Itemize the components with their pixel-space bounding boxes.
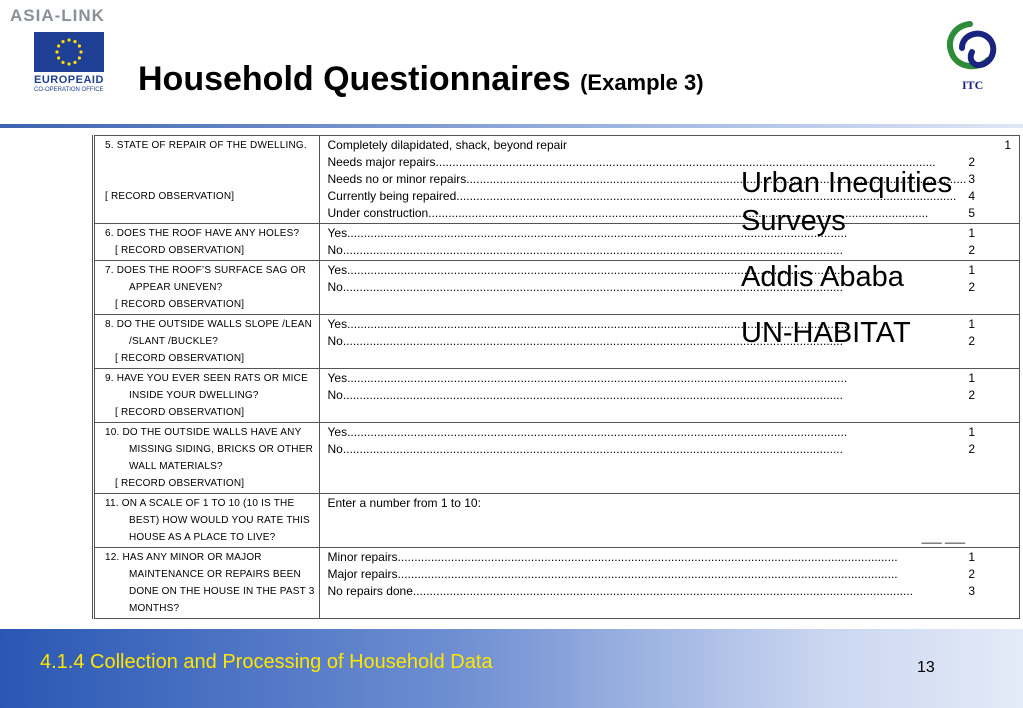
answer-label: Under construction — [327, 206, 429, 220]
answer-code: 1 — [968, 550, 976, 564]
dot-leader — [413, 583, 966, 600]
question-text: [ RECORD OBSERVATION] — [115, 407, 245, 418]
answer-code: 2 — [968, 442, 976, 456]
answer-code: 3 — [968, 584, 976, 598]
answer-code: 5 — [968, 206, 976, 220]
table-row — [94, 369, 1020, 423]
itc-logo — [940, 18, 1010, 98]
question-text — [105, 171, 315, 188]
itc-swirl-icon — [940, 18, 1010, 78]
question-text: 9. HAVE YOU EVER SEEN RATS OR MICE — [105, 373, 308, 384]
answer-option — [328, 137, 1016, 154]
question-text: 6. DOES THE ROOF HAVE ANY HOLES? — [105, 228, 300, 239]
question-cell — [94, 494, 320, 548]
answer-option — [328, 424, 1016, 441]
europeaid-logo-text: EUROPEAID — [34, 74, 104, 86]
answer-label: Completely dilapidated, shack, beyond repair — [327, 138, 567, 152]
answer-cell — [319, 494, 1020, 548]
answer-code: 2 — [968, 388, 976, 402]
answer-option — [328, 370, 1016, 387]
question-text: [ RECORD OBSERVATION] — [115, 353, 245, 364]
answer-cell — [319, 369, 1020, 423]
answer-option — [328, 387, 1016, 404]
survey-city: Addis Ababa — [741, 261, 904, 293]
table-row — [94, 423, 1020, 494]
answer-label: Yes — [327, 226, 348, 240]
question-text: MISSING SIDING, BRICKS OR OTHER — [129, 444, 313, 455]
eu-flag-icon — [34, 32, 104, 72]
asia-link-logo-text: ASIA-LINK — [10, 6, 105, 25]
question-cell — [94, 136, 320, 224]
question-text: APPEAR UNEVEN? — [129, 282, 223, 293]
rating-prompt: Enter a number from 1 to 10: — [327, 496, 481, 510]
dot-leader — [398, 549, 967, 566]
answer-code: 1 — [968, 371, 976, 385]
question-text: [ RECORD OBSERVATION] — [115, 299, 245, 310]
question-cell — [94, 224, 320, 261]
answer-label: Yes — [327, 263, 348, 277]
question-text: /SLANT /BUCKLE? — [129, 336, 218, 347]
dot-leader — [343, 441, 967, 458]
survey-name-line1: Urban Inequities — [741, 167, 953, 199]
itc-logo-text: ITC — [962, 78, 984, 92]
answer-code: 2 — [968, 334, 976, 348]
answer-cell — [319, 423, 1020, 494]
answer-code: 2 — [968, 567, 976, 581]
cooperation-office-text: CO-OPERATION OFFICE — [34, 87, 104, 93]
answer-code: 2 — [968, 155, 976, 169]
answer-code: 1 — [1004, 138, 1012, 152]
question-cell — [94, 261, 320, 315]
answer-option — [328, 566, 1016, 583]
dot-leader — [347, 424, 966, 441]
table-row — [94, 494, 1020, 548]
answer-code: 4 — [968, 189, 976, 203]
question-text: 10. DO THE OUTSIDE WALLS HAVE ANY — [105, 427, 302, 438]
question-cell — [94, 315, 320, 369]
rating-blanks: ___ ___ — [921, 530, 966, 544]
answer-label: Currently being repaired — [327, 189, 457, 203]
answer-label: No — [327, 243, 343, 257]
title-sub: (Example 3) — [580, 70, 704, 95]
question-text: DONE ON THE HOUSE IN THE PAST 3 — [129, 586, 315, 597]
dot-leader — [398, 566, 967, 583]
side-info — [741, 164, 952, 370]
answer-code: 2 — [968, 243, 976, 257]
question-text: HOUSE AS A PLACE TO LIVE? — [129, 532, 276, 543]
answer-label: No — [327, 280, 343, 294]
table-row — [94, 548, 1020, 619]
question-text: 12. HAS ANY MINOR OR MAJOR — [105, 552, 262, 563]
slide-title — [138, 60, 704, 99]
question-text: [ RECORD OBSERVATION] — [115, 245, 245, 256]
answer-code: 1 — [968, 425, 976, 439]
answer-code: 1 — [968, 263, 976, 277]
question-text: 7. DOES THE ROOF’S SURFACE SAG OR — [105, 265, 306, 276]
answer-label: No — [327, 442, 343, 456]
question-text: [ RECORD OBSERVATION] — [105, 191, 235, 202]
footer-section-title: 4.1.4 Collection and Processing of Household Data — [40, 651, 493, 673]
answer-label: Needs no or minor repairs — [327, 172, 467, 186]
answer-code: 1 — [968, 226, 976, 240]
question-cell — [94, 369, 320, 423]
footer-bar — [0, 629, 1023, 708]
question-text: INSIDE YOUR DWELLING? — [129, 390, 259, 401]
question-cell — [94, 548, 320, 619]
answer-label: No — [327, 334, 343, 348]
answer-label: Yes — [327, 317, 348, 331]
answer-code: 2 — [968, 280, 976, 294]
answer-option — [328, 549, 1016, 566]
dot-leader — [347, 370, 966, 387]
asia-link-europeaid-logo — [4, 4, 136, 96]
answer-option — [328, 583, 1016, 600]
answer-option — [328, 441, 1016, 458]
answer-label: No — [327, 388, 343, 402]
question-text: 8. DO THE OUTSIDE WALLS SLOPE /LEAN — [105, 319, 313, 330]
answer-code: 3 — [968, 172, 976, 186]
question-cell — [94, 423, 320, 494]
question-text — [105, 154, 315, 171]
question-text: [ RECORD OBSERVATION] — [115, 478, 245, 489]
question-text: BEST) HOW WOULD YOU RATE THIS — [129, 515, 310, 526]
question-text: MAINTENANCE OR REPAIRS BEEN — [129, 569, 301, 580]
survey-name-line2: Surveys — [741, 205, 846, 237]
answer-code: 1 — [968, 317, 976, 331]
answer-label: Needs major repairs — [327, 155, 436, 169]
answer-label: Yes — [327, 425, 348, 439]
title-divider — [0, 124, 1023, 128]
question-text: 11. ON A SCALE OF 1 TO 10 (10 IS THE — [105, 498, 295, 509]
answer-label: No repairs done — [327, 584, 413, 598]
answer-label: Major repairs — [327, 567, 398, 581]
question-text: MONTHS? — [129, 603, 180, 614]
question-text: WALL MATERIALS? — [129, 461, 223, 472]
survey-name — [741, 164, 952, 240]
answer-label: Yes — [327, 371, 348, 385]
answer-cell — [319, 548, 1020, 619]
answer-label: Minor repairs — [327, 550, 398, 564]
page-number: 13 — [917, 659, 935, 676]
dot-leader — [343, 387, 967, 404]
question-text: 5. STATE OF REPAIR OF THE DWELLING. — [105, 140, 307, 151]
title-main: Household Questionnaires — [138, 60, 571, 98]
survey-organization: UN-HABITAT — [741, 317, 911, 349]
